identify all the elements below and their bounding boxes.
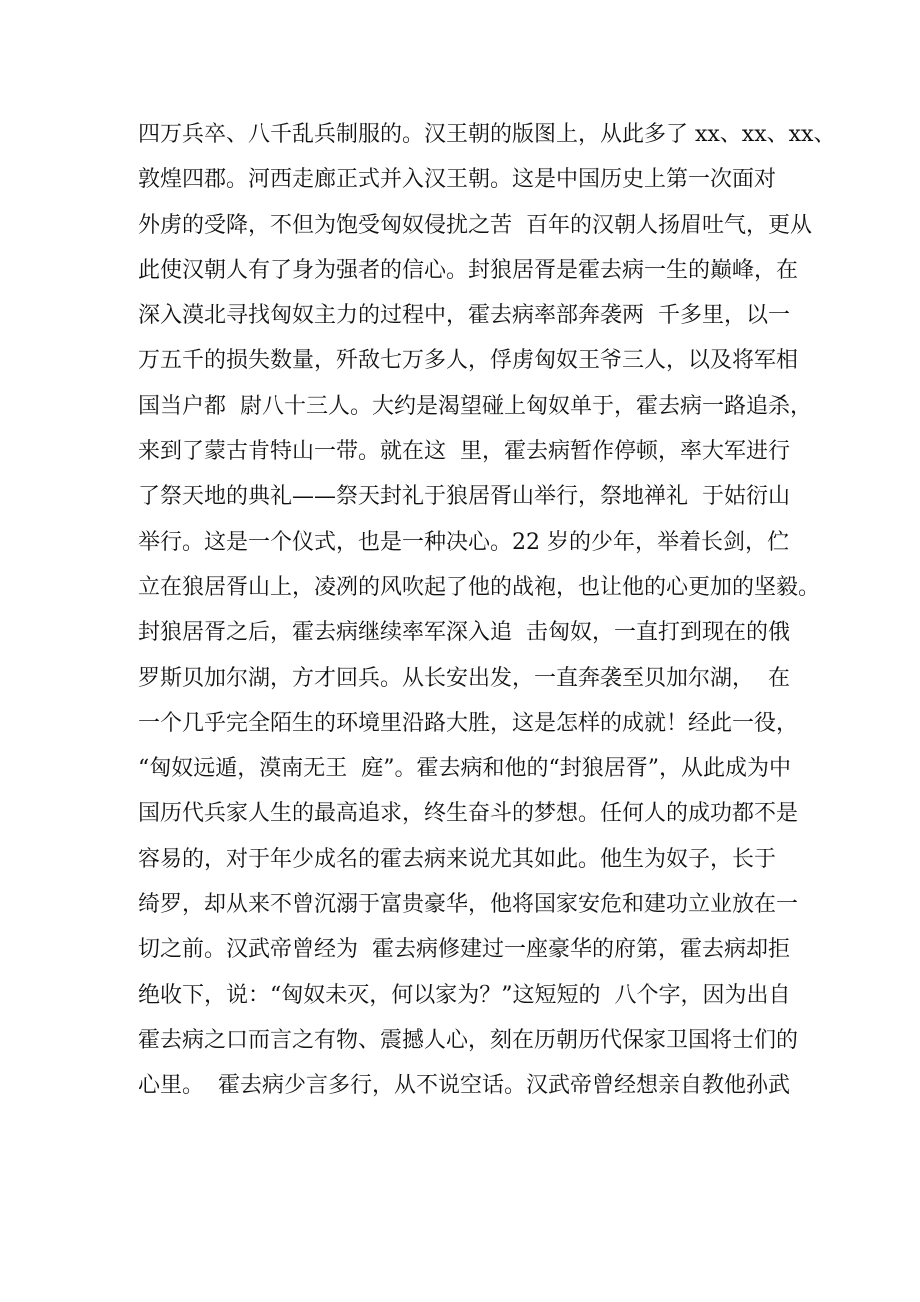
text-line: 绝收下，说：“匈奴未灭，何以家为？”这短短的 八个字，因为出自 [138,982,791,1008]
text-line: 切之前。汉武帝曾经为 霍去病修建过一座豪华的府第，霍去病却拒 [138,937,790,963]
text-line: 罗斯贝加尔湖，方才回兵。从长安出发，一直奔袭至贝加尔湖， 在 [138,665,790,691]
text-line: 绮罗，却从来不曾沉溺于富贵豪华，他将国家安危和建功立业放在一 [138,892,799,918]
text-line: 封狼居胥之后，霍去病继续率军深入追 击匈奴，一直打到现在的俄 [138,620,790,646]
text-line: 心里。 霍去病少言多行，从不说空话。汉武帝曾经想亲自教他孙武 [138,1073,790,1099]
text-line: 国历代兵家人生的最高追求，终生奋斗的梦想。任何人的成功都不是 [138,801,799,827]
text-line: 四万兵卒、八千乱兵制服的。汉王朝的版图上，从此多了 xx、xx、xx、 [138,122,836,147]
text-line: 容易的，对于年少成名的霍去病来说尤其如此。他生为奴子，长于 [138,846,777,872]
text-line: 来到了蒙古肯特山一带。就在这 里，霍去病暂作停顿，率大军进行 [138,439,790,465]
text-line: 敦煌四郡。河西走廊正式并入汉王朝。这是中国历史上第一次面对 [138,167,777,193]
text-line: 了祭天地的典礼——祭天封礼于狼居胥山举行，祭地禅礼 于姑衍山 [138,484,790,510]
text-line: 此使汉朝人有了身为强者的信心。封狼居胥是霍去病一生的巅峰，在 [138,257,799,283]
text-line: 霍去病之口而言之有物、震撼人心，刻在历朝历代保家卫国将士们的 [138,1027,799,1053]
text-line: 一个几乎完全陌生的环境里沿路大胜，这是怎样的成就！经此一役， [138,710,799,736]
text-line: 万五千的损失数量，歼敌七万多人，俘虏匈奴王爷三人，以及将军相 [138,348,799,374]
body-text [138,112,836,1109]
text-line: 立在狼居胥山上，凌冽的风吹起了他的战袍，也让他的心更加的坚毅。 [138,574,821,600]
text-line: 国当户都 尉八十三人。大约是渴望碰上匈奴单于，霍去病一路追杀， [138,393,812,419]
text-line: 深入漠北寻找匈奴主力的过程中，霍去病率部奔袭两 千多里，以一 [138,303,790,329]
text-line: “匈奴远遁，漠南无王 庭”。霍去病和他的“封狼居胥”，从此成为中 [138,756,791,782]
text-line: 外虏的受降，不但为饱受匈奴侵扰之苦 百年的汉朝人扬眉吐气，更从 [138,212,812,238]
text-line: 举行。这是一个仪式，也是一种决心。22 岁的少年，举着长剑，伫 [138,529,789,555]
